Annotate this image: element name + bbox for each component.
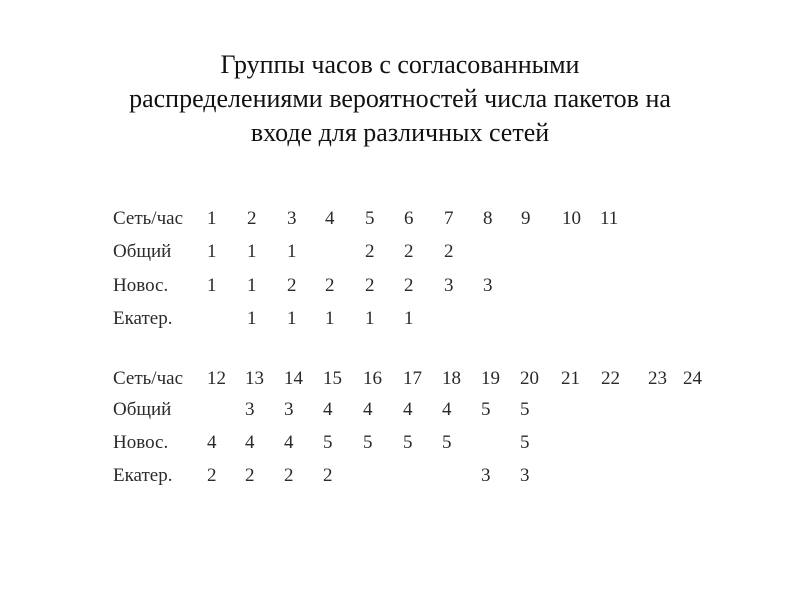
group-value-cell: 3 (520, 465, 530, 486)
group-value-cell: 3 (483, 275, 493, 296)
group-value-cell: 1 (404, 308, 414, 329)
group-value-cell: 3 (284, 399, 294, 420)
slide-title-line-1: Группы часов с согласованными (220, 50, 580, 79)
hour-header-cell: 21 (561, 368, 580, 389)
group-value-cell: 1 (247, 241, 257, 262)
hour-header-cell: 19 (481, 368, 500, 389)
hour-header-cell: 7 (444, 208, 454, 229)
group-value-cell: 5 (323, 432, 333, 453)
hour-header-cell: 1 (207, 208, 217, 229)
group-value-cell: 2 (365, 275, 375, 296)
group-value-cell: 1 (325, 308, 335, 329)
hour-header-cell: 22 (601, 368, 620, 389)
hour-header-cell: 16 (363, 368, 382, 389)
hour-header-cell: 23 (648, 368, 667, 389)
group-value-cell: 1 (207, 241, 217, 262)
network-row-label: Общий (113, 399, 172, 420)
group-value-cell: 5 (520, 399, 530, 420)
group-value-cell: 2 (245, 465, 255, 486)
network-row-label: Екатер. (113, 308, 173, 329)
group-value-cell: 4 (207, 432, 217, 453)
slide-title-line-2: распределениями вероятностей числа пакетов на (129, 84, 671, 113)
group-value-cell: 4 (442, 399, 452, 420)
group-value-cell: 5 (481, 399, 491, 420)
group-value-cell: 5 (403, 432, 413, 453)
group-value-cell: 1 (247, 275, 257, 296)
hour-header-cell: 12 (207, 368, 226, 389)
group-value-cell: 3 (481, 465, 491, 486)
hour-header-cell: 9 (521, 208, 531, 229)
group-value-cell: 2 (404, 275, 414, 296)
group-value-cell: 2 (323, 465, 333, 486)
group-value-cell: 5 (520, 432, 530, 453)
group-value-cell: 1 (287, 308, 297, 329)
table-header-label: Сеть/час (113, 368, 184, 389)
group-value-cell: 5 (442, 432, 452, 453)
hour-header-cell: 4 (325, 208, 335, 229)
group-value-cell: 5 (363, 432, 373, 453)
network-row-label: Новос. (113, 275, 169, 296)
hour-header-cell: 5 (365, 208, 375, 229)
hour-header-cell: 11 (600, 208, 619, 229)
group-value-cell: 4 (245, 432, 255, 453)
hour-header-cell: 14 (284, 368, 303, 389)
slide-title-line-3: входе для различных сетей (250, 118, 550, 147)
group-value-cell: 2 (325, 275, 335, 296)
hour-header-cell: 17 (403, 368, 422, 389)
hour-header-cell: 10 (562, 208, 581, 229)
group-value-cell: 2 (287, 275, 297, 296)
table-header-label: Сеть/час (113, 208, 184, 229)
hour-header-cell: 6 (404, 208, 414, 229)
group-value-cell: 3 (245, 399, 255, 420)
group-value-cell: 1 (365, 308, 375, 329)
group-value-cell: 1 (287, 241, 297, 262)
hour-header-cell: 18 (442, 368, 461, 389)
network-row-label: Новос. (113, 432, 169, 453)
group-value-cell: 1 (247, 308, 257, 329)
group-value-cell: 2 (207, 465, 217, 486)
hour-header-cell: 8 (483, 208, 493, 229)
group-value-cell: 2 (284, 465, 294, 486)
group-value-cell: 1 (207, 275, 217, 296)
group-value-cell: 4 (363, 399, 373, 420)
group-value-cell: 4 (323, 399, 333, 420)
hour-header-cell: 13 (245, 368, 264, 389)
hour-header-cell: 20 (520, 368, 539, 389)
group-value-cell: 4 (284, 432, 294, 453)
group-value-cell: 2 (404, 241, 414, 262)
group-value-cell: 2 (365, 241, 375, 262)
network-row-label: Общий (113, 241, 172, 262)
network-row-label: Екатер. (113, 465, 173, 486)
group-value-cell: 3 (444, 275, 454, 296)
hour-header-cell: 24 (683, 368, 702, 389)
hour-header-cell: 15 (323, 368, 342, 389)
hour-header-cell: 3 (287, 208, 297, 229)
group-value-cell: 2 (444, 241, 454, 262)
hour-header-cell: 2 (247, 208, 257, 229)
group-value-cell: 4 (403, 399, 413, 420)
